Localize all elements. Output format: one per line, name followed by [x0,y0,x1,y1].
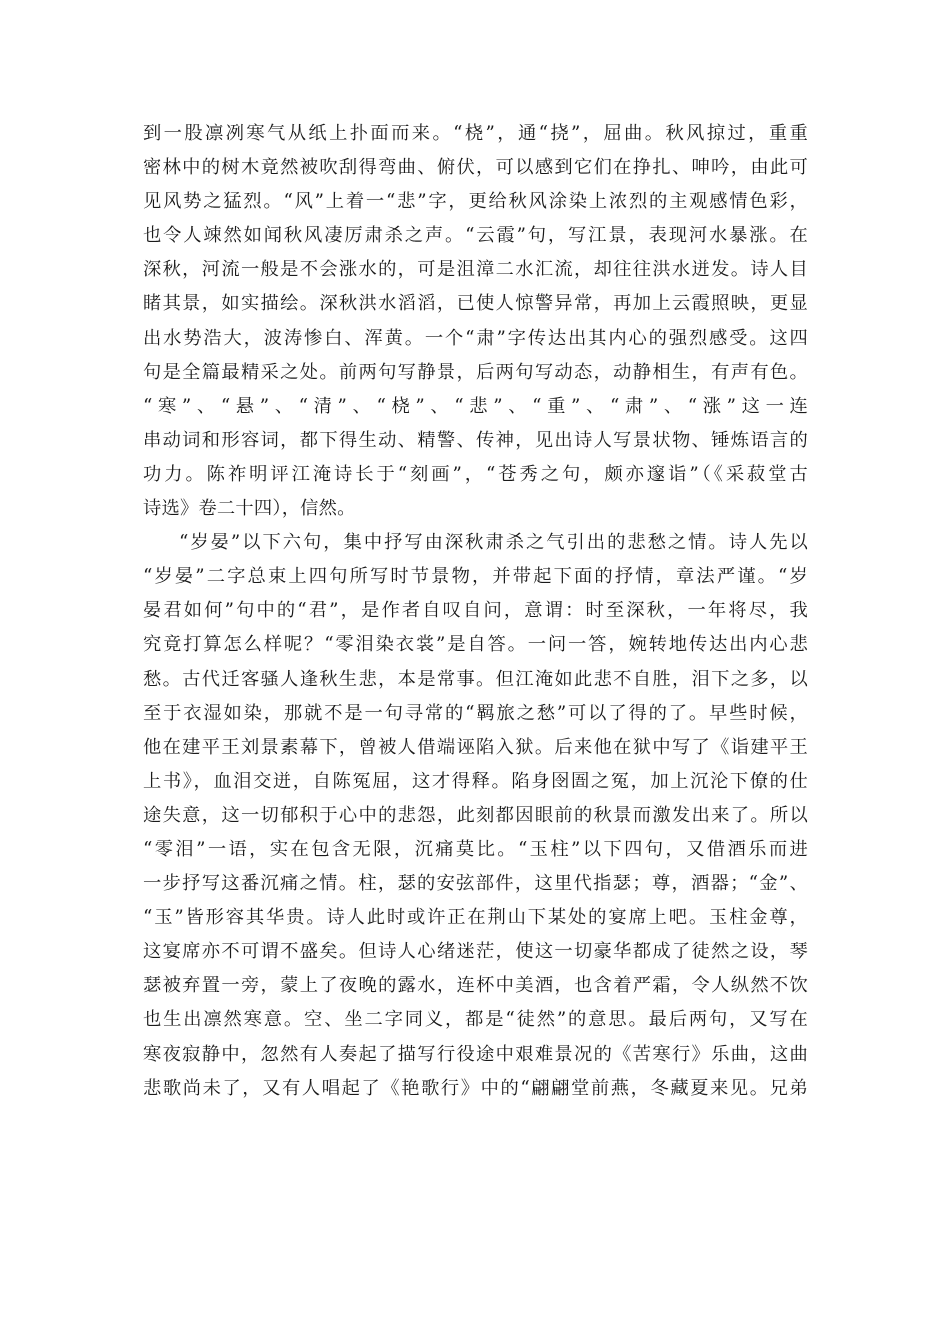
text-line: 悲歌尚未了，又有人唱起了《艳歌行》中的“翩翩堂前燕，冬藏夏来见。兄弟 [143,1077,808,1099]
text-line: “寒”、“悬”、“清”、“桡”、“悲”、“重”、“肃”、“涨”这一连 [143,395,808,417]
text-line: 串动词和形容词，都下得生动、精警、传神，见出诗人写景状物、锤炼语言的 [143,429,808,451]
text-line: “零泪”一语，实在包含无限，沉痛莫比。“玉柱”以下四句，又借酒乐而进 [143,838,808,860]
text-line: 愁。古代迁客骚人逢秋生悲，本是常事。但江淹如此悲不自胜，泪下之多，以 [143,668,808,690]
paragraph-first-line: “岁晏”以下六句，集中抒写由深秋肃杀之气引出的悲愁之情。诗人先以 [179,532,808,554]
text-line: 一步抒写这番沉痛之情。柱，瑟的安弦部件，这里代指瑟；尊，酒器；“金”、 [143,873,808,895]
text-line: 途失意，这一切郁积于心中的悲怨，此刻都因眼前的秋景而激发出来了。所以 [143,804,808,826]
text-line: 密林中的树木竟然被吹刮得弯曲、俯伏，可以感到它们在挣扎、呻吟，由此可 [143,157,808,179]
text-line: 瑟被弃置一旁，蒙上了夜晚的露水，连杯中美酒，也含着严霜，令人纵然不饮 [143,975,808,997]
text-line: 晏君如何”句中的“君”，是作者自叹自问，意谓：时至深秋，一年将尽，我 [143,600,808,622]
text-line: 这宴席亦不可谓不盛矣。但诗人心绪迷茫，使这一切豪华都成了徒然之设，琴 [143,941,808,963]
text-line: 寒夜寂静中，忽然有人奏起了描写行役途中艰难景况的《苦寒行》乐曲，这曲 [143,1043,808,1065]
text-line: 也生出凛然寒意。空、坐二字同义，都是“徒然”的意思。最后两句，又写在 [143,1009,808,1031]
text-line: 也令人竦然如闻秋风凄厉肃杀之声。“云霞”句，写江景，表现河水暴涨。在 [143,225,808,247]
body-text [143,117,808,1106]
text-line: 句是全篇最精采之处。前两句写静景，后两句写动态，动静相生，有声有色。 [143,361,808,383]
text-line: 他在建平王刘景素幕下，曾被人借端诬陷入狱。后来他在狱中写了《诣建平王 [143,736,808,758]
text-line: 见风势之猛烈。“风”上着一“悲”字，更给秋风涂染上浓烈的主观感情色彩， [143,191,808,213]
text-line: 至于衣湿如染，那就不是一句寻常的“羁旅之愁”可以了得的了。早些时候， [143,702,808,724]
text-line: 睹其景，如实描绘。深秋洪水滔滔，已使人惊警异常，再加上云霞照映，更显 [143,293,808,315]
text-line: 出水势浩大，波涛惨白、浑黄。一个“肃”字传达出其内心的强烈感受。这四 [143,327,808,349]
text-line: “玉”皆形容其华贵。诗人此时或许正在荆山下某处的宴席上吧。玉柱金尊， [143,907,808,929]
text-line: 上书》，血泪交迸，自陈冤屈，这才得释。陷身囹圄之冤，加上沉沦下僚的仕 [143,770,808,792]
text-line: 究竟打算怎么样呢？“零泪染衣裳”是自答。一问一答，婉转地传达出内心悲 [143,634,808,656]
text-line: 诗选》卷二十四），信然。 [143,498,356,520]
text-line: 深秋，河流一般是不会涨水的，可是沮漳二水汇流，却往往洪水迸发。诗人目 [143,259,808,281]
text-line: 到一股凛冽寒气从纸上扑面而来。“桡”，通“挠”，屈曲。秋风掠过，重重 [143,123,808,144]
text-line: “岁晏”二字总束上四句所写时节景物，并带起下面的抒情，章法严谨。“岁 [143,566,808,588]
text-line: 功力。陈祚明评江淹诗长于“刻画”，“苍秀之句，颇亦邃诣”（《采菽堂古 [143,463,808,485]
